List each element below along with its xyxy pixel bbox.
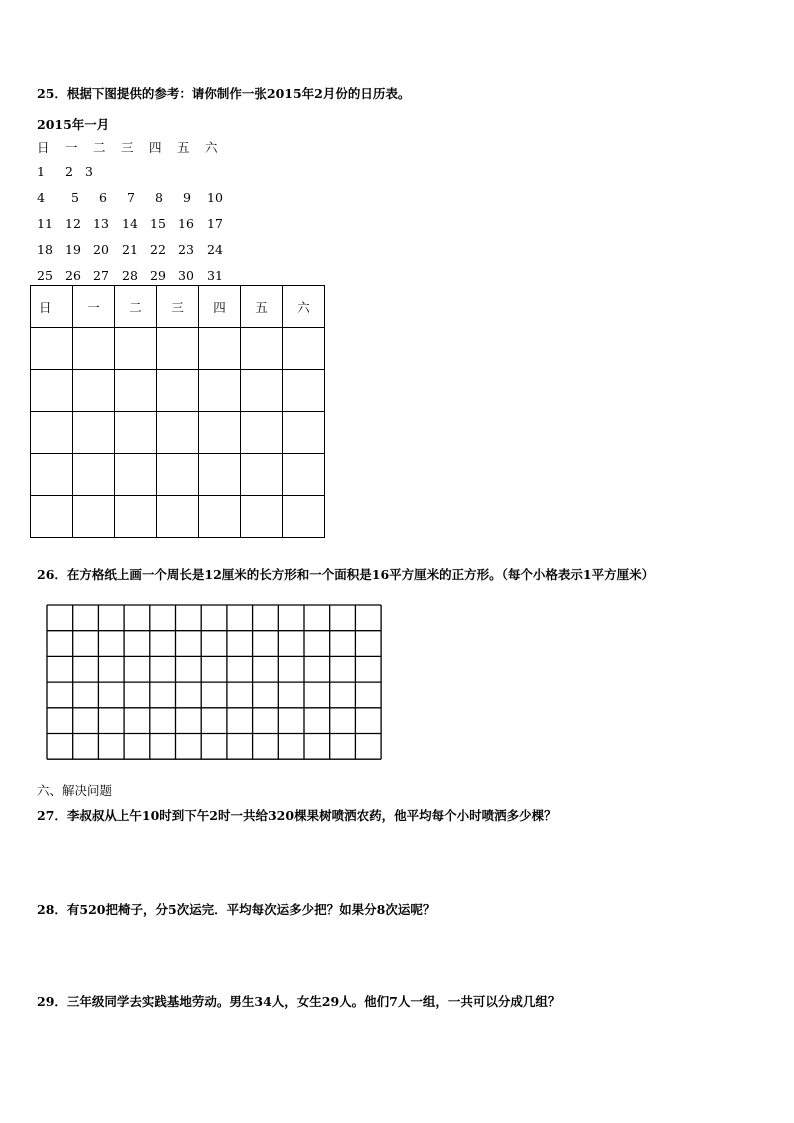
question-28: 28．有520把椅子，分5次运完．平均每次运多少把？如果分8次运呢？ [37, 902, 436, 917]
day-number: 21 [122, 242, 138, 257]
calendar-blank-cell[interactable] [115, 328, 157, 370]
calendar-blank-cell[interactable] [157, 496, 199, 538]
calendar-header-cell: 日 [31, 286, 73, 328]
calendar-blank-cell[interactable] [157, 328, 199, 370]
calendar-blank-cell[interactable] [31, 496, 73, 538]
calendar-blank-cell[interactable] [241, 496, 283, 538]
calendar-header-cell: 六 [283, 286, 325, 328]
calendar-header-cell: 一 [73, 286, 115, 328]
calendar-blank-row [31, 412, 325, 454]
day-number: 28 [122, 268, 138, 283]
calendar-blank-cell[interactable] [283, 328, 325, 370]
weekday-label: 四 [149, 140, 162, 155]
calendar-blank-row [31, 454, 325, 496]
weekday-label: 二 [93, 140, 106, 155]
question-27: 27．李叔叔从上午10时到下午2时一共给320棵果树喷洒农药，他平均每个小时喷洒多少棵？ [37, 808, 557, 823]
calendar-header-cell: 四 [199, 286, 241, 328]
calendar-blank-cell[interactable] [199, 496, 241, 538]
day-number: 18 [37, 242, 53, 257]
calendar-header-row [31, 286, 325, 328]
calendar-blank-cell[interactable] [199, 370, 241, 412]
day-number: 24 [207, 242, 223, 257]
calendar-blank-cell[interactable] [31, 412, 73, 454]
calendar-blank-cell[interactable] [199, 328, 241, 370]
day-number: 25 [37, 268, 53, 283]
question-29: 29．三年级同学去实践基地劳动。男生34人，女生29人。他们7人一组，一共可以分成几组？ [37, 994, 561, 1009]
day-number: 22 [150, 242, 166, 257]
weekday-label: 一 [65, 140, 78, 155]
calendar-blank-row [31, 370, 325, 412]
calendar-blank-row [31, 328, 325, 370]
day-number: 23 [178, 242, 194, 257]
day-number: 27 [93, 268, 109, 283]
calendar-blank-cell[interactable] [115, 412, 157, 454]
day-number: 15 [150, 216, 166, 231]
calendar-blank-cell[interactable] [73, 454, 115, 496]
day-number: 10 [207, 190, 223, 205]
day-number: 13 [93, 216, 109, 231]
calendar-blank-cell[interactable] [73, 328, 115, 370]
calendar-blank-cell[interactable] [283, 370, 325, 412]
day-number: 9 [183, 190, 191, 205]
day-number: 26 [65, 268, 81, 283]
question-25: 25．根据下图提供的参考：请你制作一张2015年2月份的日历表。 [37, 86, 411, 101]
blank-calendar-table [30, 285, 325, 538]
calendar-blank-cell[interactable] [157, 454, 199, 496]
day-number: 5 [71, 190, 79, 205]
calendar-blank-cell[interactable] [241, 328, 283, 370]
calendar-blank-cell[interactable] [31, 328, 73, 370]
day-number: 3 [85, 164, 93, 179]
day-number: 12 [65, 216, 81, 231]
calendar-blank-cell[interactable] [241, 412, 283, 454]
calendar-blank-cell[interactable] [73, 496, 115, 538]
calendar-blank-cell[interactable] [115, 454, 157, 496]
day-number: 11 [37, 216, 53, 231]
calendar-blank-cell[interactable] [241, 370, 283, 412]
calendar-header-cell: 二 [115, 286, 157, 328]
weekday-label: 六 [205, 140, 218, 155]
calendar-blank-cell[interactable] [73, 412, 115, 454]
calendar-blank-cell[interactable] [157, 412, 199, 454]
day-number: 17 [207, 216, 223, 231]
calendar-blank-cell[interactable] [31, 370, 73, 412]
calendar-blank-cell[interactable] [199, 454, 241, 496]
calendar-blank-cell[interactable] [73, 370, 115, 412]
day-number: 30 [178, 268, 194, 283]
calendar-blank-cell[interactable] [241, 454, 283, 496]
square-grid-paper[interactable] [46, 604, 386, 762]
question-26: 26．在方格纸上画一个周长是12厘米的长方形和一个面积是16平方厘米的正方形。（每个小格表示1平方厘米） [37, 567, 655, 582]
day-number: 7 [127, 190, 135, 205]
calendar-blank-cell[interactable] [199, 412, 241, 454]
day-number: 4 [37, 190, 45, 205]
day-number: 1 [37, 164, 45, 179]
weekday-label: 日 [37, 140, 50, 155]
day-number: 31 [207, 268, 223, 283]
section-title: 六、解决问题 [37, 783, 113, 798]
day-number: 19 [65, 242, 81, 257]
day-number: 29 [150, 268, 166, 283]
calendar-header-cell: 三 [157, 286, 199, 328]
weekday-label: 三 [121, 140, 134, 155]
reference-calendar-title: 2015年一月 [37, 117, 110, 132]
calendar-header-cell: 五 [241, 286, 283, 328]
day-number: 2 [65, 164, 73, 179]
calendar-blank-cell[interactable] [283, 454, 325, 496]
calendar-blank-cell[interactable] [283, 412, 325, 454]
calendar-blank-cell[interactable] [157, 370, 199, 412]
weekday-label: 五 [177, 140, 190, 155]
day-number: 6 [99, 190, 107, 205]
calendar-blank-cell[interactable] [115, 496, 157, 538]
calendar-blank-cell[interactable] [283, 496, 325, 538]
calendar-blank-cell[interactable] [115, 370, 157, 412]
day-number: 14 [122, 216, 138, 231]
day-number: 8 [155, 190, 163, 205]
day-number: 16 [178, 216, 194, 231]
calendar-blank-row [31, 496, 325, 538]
calendar-blank-cell[interactable] [31, 454, 73, 496]
day-number: 20 [93, 242, 109, 257]
